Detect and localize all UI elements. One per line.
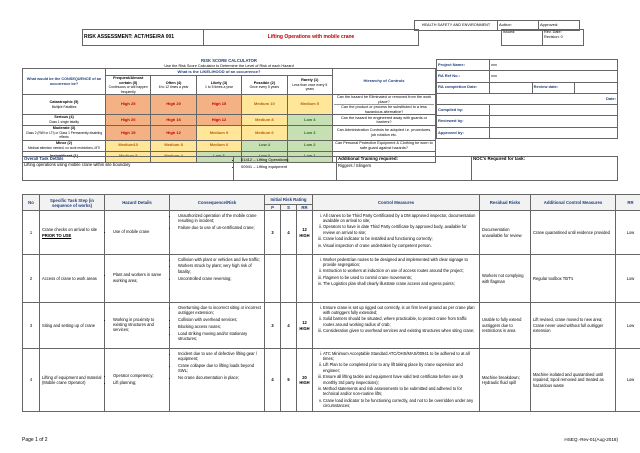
col-controls: Control Measures [313, 195, 480, 211]
col-rr: RR [297, 205, 313, 211]
control-item: ii. Lift Plan to be completed prior to any lift taking place by crane supervisor and engineer; [323, 362, 477, 373]
hazard-list [107, 373, 167, 385]
residual-rr: Low [616, 303, 640, 349]
step-hazard [105, 255, 170, 303]
project-info [436, 59, 618, 139]
consequence-item: • Workers struck by plant; very high risk of fatality; [178, 263, 262, 274]
control-item: iv. Visual inspection of crane undertaken by competent person. [323, 243, 477, 248]
col-rr2: RR [616, 195, 640, 211]
hierarchy-control [333, 126, 436, 141]
likelihood-col-3 [196, 76, 241, 95]
risk-score-cell: Medium 10 [242, 95, 287, 115]
initial-rr-score: 20 [302, 374, 307, 380]
risk-score-cell: High 15 [196, 95, 241, 115]
initial-rr-level: HIGH [299, 232, 310, 238]
risk-score-cell: Medium 9 [196, 126, 241, 141]
risk-score-cell: Low 4 [287, 115, 332, 126]
step-task-text: Crane checks on arrival to site [42, 227, 98, 233]
risk-score-cell: Low 2 [287, 140, 332, 151]
residual-rr: Low [616, 211, 640, 255]
hierarchy-eliminate: Can the hazard be Eliminated or removed from the work place? [334, 95, 434, 105]
col-p: P [265, 205, 281, 211]
hierarchy-text: Can the hazard be engineered away with guards or barriers? [340, 115, 428, 124]
project-name-value[interactable]: xxx [490, 60, 618, 71]
consequence-cell [23, 95, 106, 115]
step-number: 1 [23, 211, 40, 255]
noc-cell [472, 157, 618, 181]
consequence-list [172, 257, 262, 282]
control-item: ii. Instruction to workers at induction on use of access routes around the project; [323, 268, 477, 273]
consequence-item: • Collision with plant or vehicles and live traffic; [178, 257, 262, 262]
assessment-code-value: ACT/HSE/RA 001 [133, 34, 175, 41]
table-row [23, 255, 640, 303]
consequence-desc: Class 1 single fatality [49, 120, 79, 124]
likelihood-col-4 [242, 76, 287, 95]
control-item: ii. Operators to have in date Third Party certificate by approved body, available for review on arrival to site; [323, 224, 477, 235]
consequence-desc: Class 2 (RWI or LTI) or Class 1 Permanently disabling effects [25, 130, 103, 140]
consequence-item: • Unauthorized operation of the mobile crane resulting in incident; [178, 213, 262, 224]
likelihood-desc: 6 to 12 times a year [158, 85, 189, 90]
hierarchy-control [333, 95, 436, 115]
col-hazard: Hazard Details [105, 195, 170, 211]
initial-rr-score: 12 [302, 227, 307, 233]
likelihood-desc: 1 to 5 times a year [205, 85, 233, 90]
likelihood-desc: Continuous or will happen frequently [108, 85, 148, 94]
col-consequence: Consequence/Risk [170, 195, 265, 211]
author-label: Author: [498, 21, 539, 31]
risk-score-cell: Medium 8 [151, 140, 196, 151]
reference-doc: • 01412 – Lifting Operations; [241, 157, 335, 163]
initial-rr [297, 255, 313, 303]
consequence-cell [23, 115, 106, 126]
risk-score-cell: High 12 [196, 115, 241, 126]
risk-score-cell: High 12 [151, 126, 196, 141]
consequence-list [172, 305, 262, 342]
controls-list [315, 351, 477, 409]
step-task [40, 211, 105, 255]
residual-risk: Unable to fully extend outriggers due to restrictions in area [480, 303, 531, 349]
ra-completion-value[interactable] [490, 82, 533, 93]
table-row [23, 303, 640, 349]
review-date-label: Review date: [532, 82, 575, 93]
compiled-by-label: Compiled by: [437, 105, 490, 116]
additional-controls: Machine isolated and quarantined until repaired; Spoil removed and treated as hazardous waste [531, 349, 616, 412]
risk-score-cell: Low 2 [242, 151, 287, 162]
residual-risk: Machine breakdown; Hydraulic fluid spill [480, 349, 531, 412]
calculator-subtitle: Use the Risk Score Calculator to Determine the Level of Risk of each Hazard [164, 63, 294, 68]
residual-rr: Low [616, 349, 640, 412]
training-value: Riggers / Slingers [338, 162, 372, 168]
control-item: ii. Solid barriers should be situated, where practicable, to protect crane from traffic routes around working radius of crab; [323, 316, 477, 327]
reviewed-by-label: Reviewed by: [437, 116, 490, 127]
step-task-sub: PRIOR TO USE [42, 232, 72, 238]
risk-score-cell: Medium 8 [242, 115, 287, 126]
additional-controls: Regular toolbox TBT's [531, 255, 616, 303]
org-title: HEALTH SAFETY AND ENVIRONMENT [415, 21, 498, 31]
risk-score-cell: Low 1 [287, 151, 332, 162]
reviewed-by-value[interactable] [490, 116, 618, 127]
hazard-list [107, 229, 167, 234]
revision-label: Revision: 0 [544, 34, 563, 39]
step-hazard [105, 211, 170, 255]
consequence-desc: Medical attention needed, no work restrictions, MTI [27, 145, 101, 150]
step-controls [313, 349, 480, 412]
consequence-item: • Overturning due to incorrect siting or incorrect outrigger extension; [178, 305, 262, 316]
likelihood-col-1 [106, 76, 151, 95]
controls-list [315, 305, 477, 334]
col-additional: Additional Control Measures [531, 195, 616, 211]
controls-list [315, 257, 477, 287]
step-task [40, 349, 105, 412]
control-item: i. ATC Minimum Acceptable Standard ATC/OHS/MAS/00941 to be adhered to at all times; [323, 351, 477, 362]
likelihood-name: Possible (2) [253, 80, 276, 85]
likelihood-col-5 [287, 76, 332, 95]
reference-doc: • 00941 – Lifting equipment [241, 164, 335, 170]
risk-score-cell: High 16 [151, 115, 196, 126]
initial-rr-level: HIGH [299, 325, 310, 331]
hazard-item: • Use of mobile crane [113, 229, 167, 234]
control-item: iii. Crane load indicator to be installed and functioning correctly; [323, 236, 477, 241]
calculator-title: RISK SCORE CALCULATOR [201, 58, 257, 63]
step-task-text: Access of crane to work areas [42, 275, 97, 281]
assessment-name: Lifting Operations with mobile crane [204, 30, 419, 46]
hierarchy-control [333, 140, 436, 151]
likelihood-name: Rarely (1) [301, 78, 319, 83]
consequence-list [172, 351, 262, 381]
risk-score-cell: High 20 [106, 115, 151, 126]
risk-score-cell: High 25 [106, 95, 151, 115]
step-number: 2 [23, 255, 40, 303]
additional-controls: Crane quarantined until evidence provided [531, 211, 616, 255]
task-summary-cell [23, 157, 234, 181]
step-consequence [170, 303, 265, 349]
col-residual: Residual Risks [480, 195, 531, 211]
document-code: HSEQ.-Rev-01(Aug-2018) [564, 437, 618, 442]
task-summary-row [22, 156, 618, 181]
initial-rr-score: 12 [302, 320, 307, 326]
compiled-by-value[interactable] [490, 105, 618, 116]
control-item: iii. Ensure all lifting tackle and equipment have valid test certificate before use (6 monthly 3rd party inspections); [323, 374, 477, 385]
risk-matrix-row [23, 95, 436, 115]
risk-score-cell: High 15 [106, 126, 151, 141]
table-row [23, 211, 640, 255]
likelihood-name: Likely (3) [210, 80, 228, 85]
initial-s [281, 255, 297, 303]
residual-risk: Documentation unavailable for review [480, 211, 531, 255]
control-item: i. All cranes to be Third Party Certificated by a DM approved inspector, documentation available on arrival to site; [323, 213, 477, 224]
step-task-text: Lifting of equipment and material (Mobile crane Operator) [42, 374, 102, 386]
consequence-item: • Failure due to use of un-certificated crane; [178, 225, 262, 230]
initial-s: 5 [281, 349, 297, 412]
additional-controls: Lift revised, crane moved to new area; Crane never used without full outrigger extension [531, 303, 616, 349]
step-task [40, 303, 105, 349]
likelihood-col-2 [151, 76, 196, 95]
reference-docs-cell [234, 157, 337, 181]
consequence-item: • Blocking access routes; [178, 324, 262, 329]
step-number: 3 [23, 303, 40, 349]
initial-p: 3 [265, 211, 281, 255]
control-item: v. Crane load indicator to be functioning correctly, and not to be overridden under any circumstances; [323, 398, 477, 409]
hierarchy-text: Can Personal Protective Equipment & Clothing be worn to safe guard against hazards? [335, 141, 433, 150]
consequence-item: • Incident due to use of defective lifting gear / equipment; [178, 351, 262, 362]
consequence-name: Minor (2) [55, 141, 73, 146]
step-consequence [170, 211, 265, 255]
risk-score-cell: Medium 6 [196, 140, 241, 151]
risk-score-cell: Medium 5 [106, 151, 151, 162]
likelihood-name: Often (4) [165, 80, 182, 85]
control-item: iii. Consideration given to overhead services and existing structures when siting crane; [323, 328, 477, 333]
consequence-name: Catastrophic (5) [49, 100, 79, 105]
approved-by-value[interactable] [490, 127, 618, 138]
rev-date-label: Rev. Date: [544, 30, 562, 34]
consequence-list [172, 213, 262, 231]
initial-rr-level: HIGH [299, 380, 310, 386]
hierarchy-heading: Hierarchy of Controls [333, 69, 436, 95]
hierarchy-text: Can Administration Controls be adopted i.e. procedures, job rotation etc. [336, 128, 432, 137]
risk-matrix-row [23, 126, 436, 141]
controls-list [315, 213, 477, 248]
hazard-list [107, 317, 167, 333]
step-consequence [170, 349, 265, 412]
risk-score-cell: Medium 5 [287, 95, 332, 115]
reference-docs-list [235, 157, 335, 170]
step-hazard [105, 349, 170, 412]
hazard-item: • Operator competency; [113, 373, 167, 378]
col-initial-risk: Initial Risk Rating [265, 195, 313, 205]
hazard-item: • Working in proximity to existing structures and services; [113, 317, 167, 333]
step-controls [313, 255, 480, 303]
likelihood-desc: Once every 5 years [249, 85, 280, 90]
rev-date-cell [543, 30, 584, 46]
review-date-value[interactable] [575, 82, 618, 93]
table-row [23, 349, 640, 412]
consequence-item: • Collision with overhead services; [178, 317, 262, 322]
consequence-name: Serious (4) [54, 115, 74, 120]
risk-matrix-row [23, 115, 436, 126]
risk-score-cell: Low 3 [287, 126, 332, 141]
consequence-desc: Multiple Fatalities [51, 104, 77, 109]
step-hazard [105, 303, 170, 349]
col-task: Specific Task Step (in sequence of works) [40, 195, 105, 211]
residual-risk: Workers not complying with flagman [480, 255, 531, 303]
hazard-list [107, 272, 167, 283]
consequence-item: • Load striking moving and/or stationary structures; [178, 331, 262, 342]
page-number: Page 1 of 2 [22, 437, 48, 443]
consequence-name: Moderate (3) [52, 126, 76, 130]
training-label: Additional Training required: [338, 156, 399, 161]
consequence-cell [23, 126, 106, 141]
consequence-item: • Crane collapse due to lifting loads beyond SWL; [178, 363, 262, 374]
risk-matrix-row [23, 140, 436, 151]
step-consequence [170, 255, 265, 303]
task-summary-label: Overall Task Details [24, 156, 64, 161]
consequence-item: • No crane documentation in place; [178, 375, 262, 380]
likelihood-heading: What is the LIKELIHOOD of an occurrence? [106, 69, 333, 76]
risk-score-cell: High 20 [151, 95, 196, 115]
hazard-item: • Lift planning; [113, 380, 167, 385]
initial-rr [297, 349, 313, 412]
residual-rr: Low [616, 255, 640, 303]
initial-s: 4 [281, 211, 297, 255]
ra-completion-label: RA completion Date: [437, 82, 490, 93]
risk-matrix [22, 68, 436, 163]
training-cell [337, 157, 472, 181]
consequence-name: Insignificant (1) [49, 154, 79, 159]
consequence-cell [23, 140, 106, 151]
initial-s: 4 [281, 303, 297, 349]
risk-score-cell: Low 4 [242, 140, 287, 151]
hazard-item: • Plant and workers in same working area; [113, 272, 167, 283]
step-task-text: Siting and setting up of crane [42, 322, 96, 328]
project-name-label: Project Name: [437, 60, 490, 71]
ra-ref-label: RA Ref No.: [437, 71, 490, 82]
hierarchy-text: Can the product or process be substituted to a less hazardous alternative? [341, 105, 427, 114]
consequence-heading: What would be the CONSEQUENCE of an occurrence be? [23, 69, 106, 95]
assessment-code [83, 30, 204, 46]
control-item: iv. Method statements and risk assessments to be submitted and adhered to for technical and/or non-routine lifts; [323, 386, 477, 397]
step-task [40, 255, 105, 303]
initial-rr [297, 211, 313, 255]
control-item: i. Ensure crane is set up rigged out correctly, is on firm level ground as per crane plan with outriggers fully extended; [323, 305, 477, 316]
control-item: i. Worker pedestrian routes to be designed and implemented with clear signage to provide segregation; [323, 257, 477, 268]
risk-score-cell: Medium 4 [151, 151, 196, 162]
date-label: Date: [437, 93, 618, 104]
risk-score-cell: Medium 6 [242, 126, 287, 141]
assessment-table [22, 194, 635, 412]
likelihood-desc: Less than once every 5 years [292, 82, 328, 92]
risk-score-cell: Medium10 [106, 140, 151, 151]
step-number: 4 [23, 349, 40, 412]
likelihood-name: Frequent/Almost certain (5) [113, 76, 144, 85]
consequence-item: • Uncontrolled crane reversing; [178, 276, 262, 281]
step-controls [313, 211, 480, 255]
approved-by-label: Approved by: [437, 127, 490, 138]
approved-label: Approved: [539, 21, 580, 31]
issued-label: Issued: [502, 30, 543, 46]
ra-ref-value[interactable]: xxx [490, 71, 618, 82]
control-item: iv. The Logistics plan shall clearly illustrate crane access and egress points; [323, 281, 477, 286]
control-item: iii. Flagmen to be used to control crane movements; [323, 275, 477, 280]
col-s: S [281, 205, 297, 211]
task-summary-text: Lifting operations using mobile crane within site boundary [24, 161, 131, 167]
hierarchy-control [333, 115, 436, 126]
noc-label: NOC's Required for task: [473, 156, 526, 161]
assessment-title-bar [82, 29, 568, 46]
step-controls [313, 303, 480, 349]
initial-p: 4 [265, 349, 281, 412]
initial-p: 3 [265, 303, 281, 349]
risk-score-calculator [22, 59, 436, 163]
initial-rr [297, 303, 313, 349]
risk-score-cell: Low 3 [196, 151, 241, 162]
assessment-label: RISK ASSESSMENT: [84, 34, 133, 41]
initial-p [265, 255, 281, 303]
col-no: No [23, 195, 40, 211]
